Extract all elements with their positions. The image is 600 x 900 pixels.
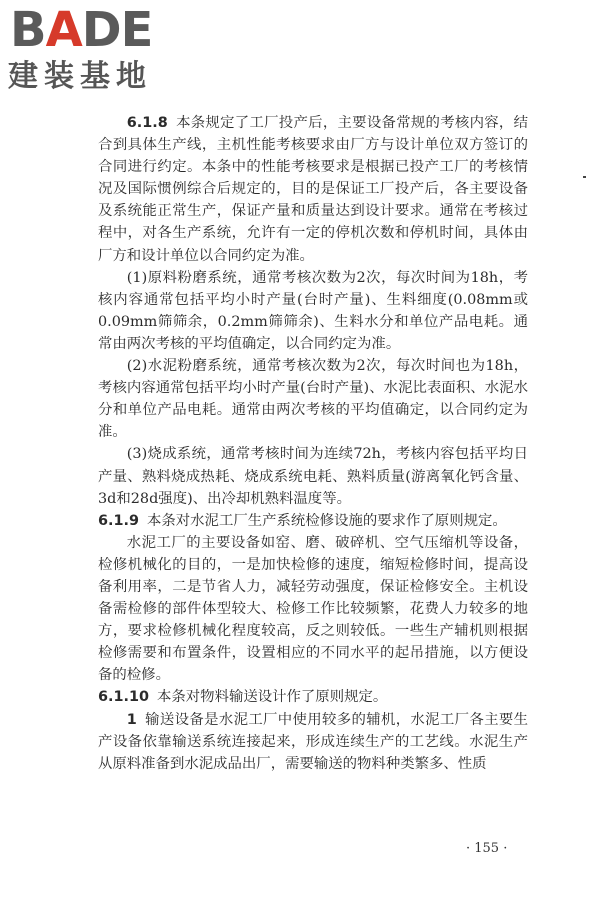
section-number: 6.1.10: [98, 689, 149, 706]
page-content: [98, 112, 528, 775]
item-number: 1: [126, 711, 137, 728]
watermark-logo: [8, 4, 178, 100]
section-6-1-8: [98, 112, 528, 267]
scan-speck: [583, 176, 586, 178]
section-text: 本条对水泥工厂生产系统检修设施的要求作了原则规定。: [146, 512, 507, 529]
section-6-1-9: [98, 510, 528, 532]
watermark-brand: BADE: [10, 2, 153, 58]
section-text: 本条规定了工厂投产后，主要设备常规的考核内容，结合到具体生产线，主机性能考核要求由厂方与设计单位双方签订的合同进行约定。本条中的性能考核要求是根据已投产工厂的考核情况及国际惯例综合后规定的，目的是保证工厂投产后，各主要设备及系统能正常生产，保证产量和质量达到设计要求。通常在考核过程中，对各生产系统，允许有一定的停机次数和停机时间，具体由厂方和设计单位以合同约定为准。: [98, 115, 528, 264]
section-number: 6.1.8: [126, 115, 168, 131]
page-number: · 155 ·: [466, 841, 508, 856]
item-kiln-system: (3)烧成系统，通常考核时间为连续72h，考核内容包括平均日产量、熟料烧成热耗、烧成系统电耗、熟料质量(游离氧化钙含量、3d和28d强度)、出冷却机熟料温度等。: [98, 446, 528, 507]
section-6-1-10: [98, 686, 528, 708]
section-6-1-9-body: 水泥工厂的主要设备如窑、磨、破碎机、空气压缩机等设备，检修机械化的目的，一是加快检修的速度，缩短检修时间，提高设备利用率，二是节省人力，减轻劳动强度，保证检修安全。主机设备需检修的部件体型较大、检修工作比较频繁，花费人力较多的地方，要求检修机械化程度较高，反之则较低。一些生产辅机则根据检修需要和布置条件，设置相应的不同水平的起吊措施，以方便设备的检修。: [98, 534, 528, 684]
item-text: 输送设备是水泥工厂中使用较多的辅机，水泥工厂各主要生产设备依靠输送系统连接起来，形成连续生产的工艺线。水泥生产从原料准备到水泥成品出厂，需要输送的物料种类繁多、性质: [98, 711, 528, 772]
item-conveyor: [98, 709, 528, 775]
watermark-subtitle: 建装基地: [8, 59, 152, 94]
section-text: 本条对物料输送设计作了原则规定。: [157, 689, 388, 706]
item-cement-mill: (2)水泥粉磨系统，通常考核次数为2次，每次时间也为18h，考核内容通常包括平均小时产量(台时产量)、水泥比表面积、水泥水分和单位产品电耗。通常由两次考核的平均值确定，以合同约定为准。: [98, 358, 528, 441]
item-raw-mill: (1)原料粉磨系统，通常考核次数为2次，每次时间为18h，考核内容通常包括平均小时产量(台时产量)、生料细度(0.08mm或0.09mm筛筛余，0.2mm筛筛余)、生料水分和单位产品电耗。通常由两次考核的平均值确定，以合同约定为准。: [98, 269, 528, 352]
section-number: 6.1.9: [98, 512, 139, 529]
